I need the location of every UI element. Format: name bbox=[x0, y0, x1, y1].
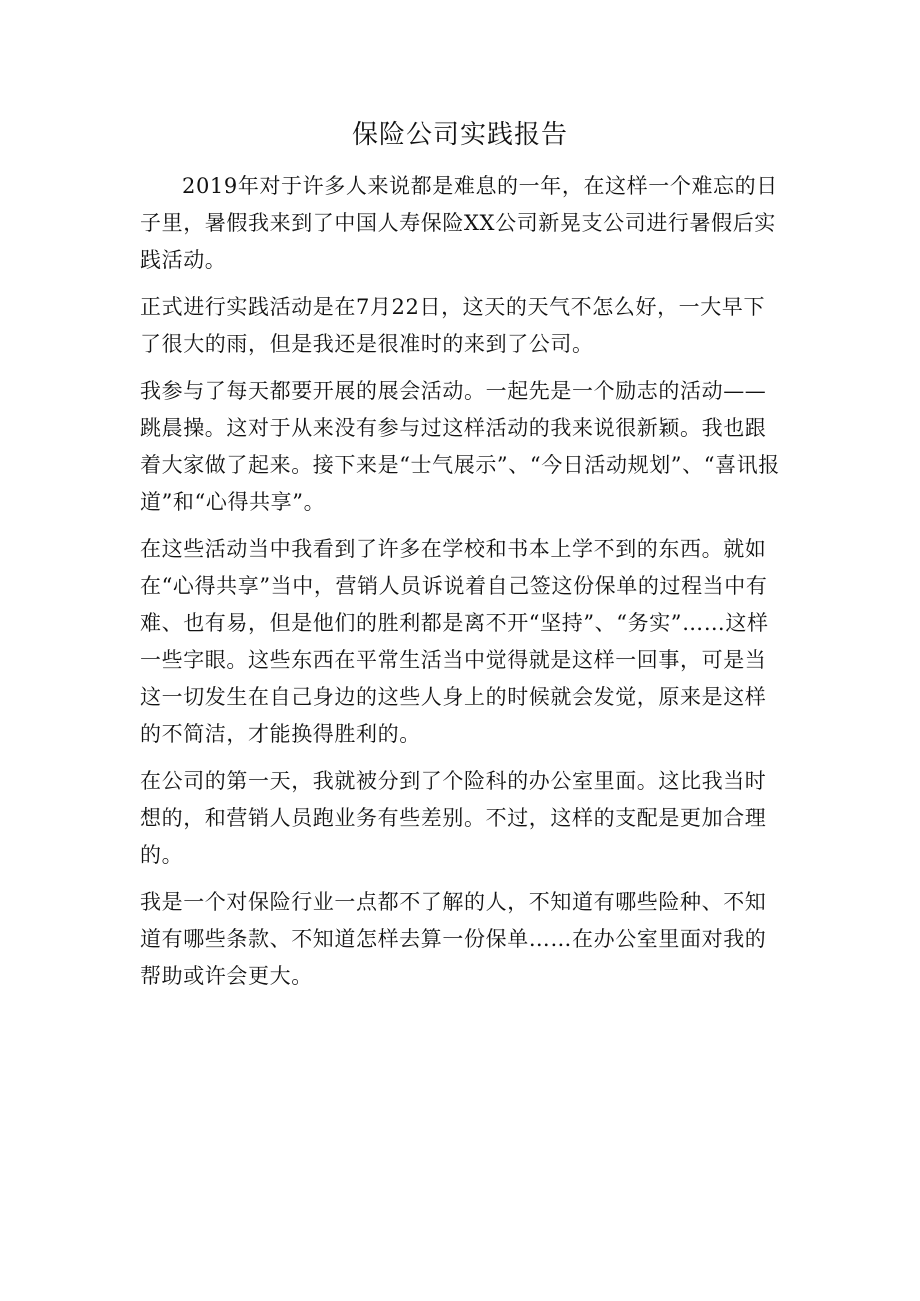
paragraph-3: 我参与了每天都要开展的展会活动。一起先是一个励志的活动——跳晨操。这对于从来没有参与过这样活动的我来说很新颖。我也跟着大家做了起来。接下来是“士气展示”、“今日活动规划”、“喜讯报道”和“心得共享”。 bbox=[140, 379, 780, 514]
document-body bbox=[140, 168, 782, 995]
document-title: 保险公司实践报告 bbox=[351, 120, 568, 150]
paragraph-2: 正式进行实践活动是在7月22日，这天的天气不怎么好，一大早下了很大的雨，但是我还是很准时的来到了公司。 bbox=[140, 295, 766, 356]
paragraph-5: 在公司的第一天，我就被分到了个险科的办公室里面。这比我当时想的，和营销人员跑业务有些差别。不过，这样的支配是更加合理的。 bbox=[140, 769, 767, 867]
paragraph-1: 2019年对于许多人来说都是难息的一年，在这样一个难忘的日子里，暑假我来到了中国人寿保险XX公司新晃支公司进行暑假后实践活动。 bbox=[140, 174, 778, 272]
paragraph-6: 我是一个对保险行业一点都不了解的人，不知道有哪些险种、不知道有哪些条款、不知道怎样去算一份保单……在办公室里面对我的帮助或许会更大。 bbox=[140, 890, 767, 988]
paragraph-4: 在这些活动当中我看到了许多在学校和书本上学不到的东西。就如在“心得共享”当中，营销人员诉说着自己签这份保单的过程当中有难、也有易，但是他们的胜利都是离不开“坚持”、“务实”……这样一些字眼。这些东西在平常生活当中觉得就是这样一回事，可是当这一切发生在自己身边的这些人身上的时候就会发觉，原来是这样的不简洁，才能换得胜利的。 bbox=[140, 537, 769, 746]
